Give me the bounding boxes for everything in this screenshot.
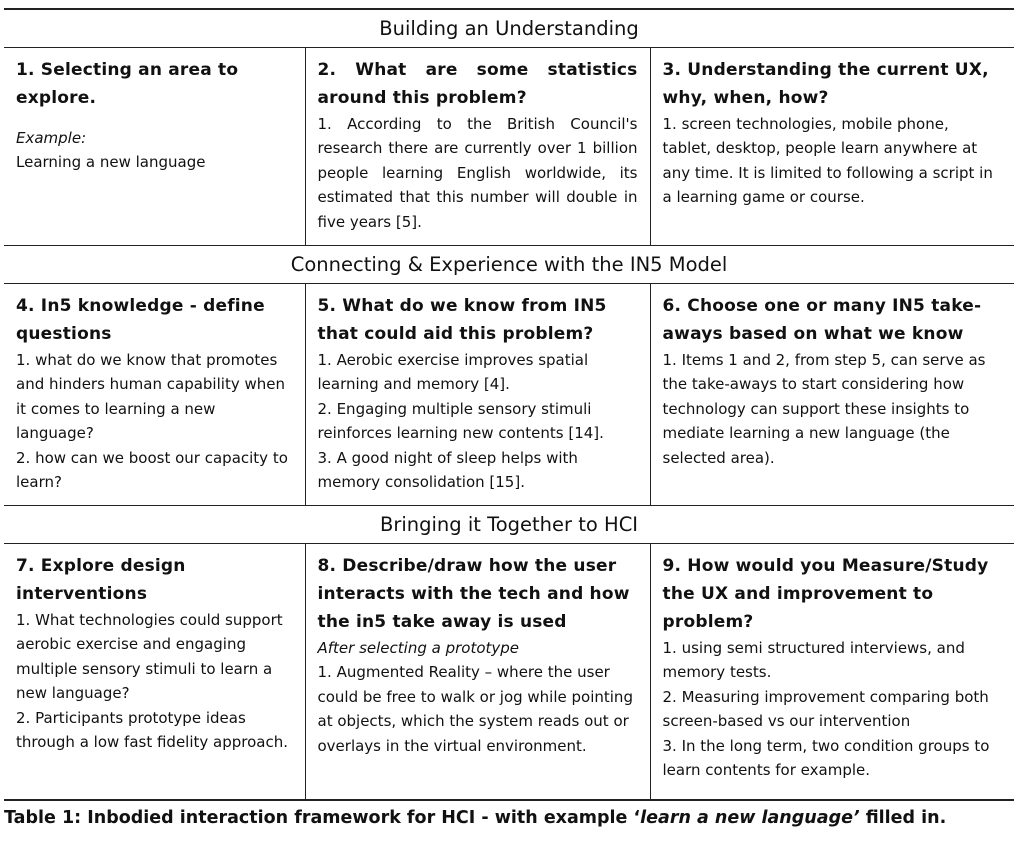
- caption-prefix: Table 1: Inbodied interaction framework for HCI - with example ‘: [4, 808, 641, 828]
- section-title: Building an Understanding: [4, 9, 1014, 48]
- step-item: 1. What technologies could support aerobic exercise and engaging multiple sensory stimuli to learn a new language?: [16, 611, 283, 703]
- step-item: 1. Augmented Reality – where the user could be free to walk or jog while pointing at objects, which the system reads out or overlays in the virtual environment.: [317, 663, 633, 755]
- step-heading: 3. Understanding the current UX, why, when, how?: [662, 60, 989, 108]
- step-item: 1. Items 1 and 2, from step 5, can serve as the take-aways to start considering how technology can support these insights to mediate learning a new language (the selected area).: [662, 351, 986, 467]
- step-cell: [650, 284, 1014, 506]
- section-title: Bringing it Together to HCI: [4, 506, 1014, 544]
- step-item: 1. Aerobic exercise improves spatial learning and memory [4].: [317, 351, 589, 394]
- step-cell: [650, 544, 1014, 800]
- step-heading: 5. What do we know from IN5 that could aid this problem?: [317, 296, 607, 344]
- caption-suffix: filled in.: [859, 808, 947, 828]
- step-item: 1. using semi structured interviews, and memory tests.: [662, 639, 965, 682]
- step-cell: [4, 48, 305, 246]
- section-body-row: [4, 48, 1014, 246]
- step-item: 1. screen technologies, mobile phone, tablet, desktop, people learn anywhere at any time. It is limited to following a script in a learning game or course.: [662, 115, 993, 207]
- example-label: Example:: [16, 129, 87, 147]
- step-item: 3. A good night of sleep helps with memory consolidation [15].: [317, 448, 578, 492]
- step-item: 2. Engaging multiple sensory stimuli reinforces learning new contents [14].: [317, 399, 604, 443]
- caption-emphasis: learn a new language’: [640, 808, 860, 828]
- step-cell: [4, 544, 305, 800]
- step-subtitle: After selecting a prototype: [317, 639, 520, 657]
- step-item: 2. how can we boost our capacity to learn?: [16, 448, 288, 492]
- step-cell: [650, 48, 1014, 246]
- section-header-row: [4, 506, 1014, 544]
- step-heading: 6. Choose one or many IN5 take-aways based on what we know: [662, 296, 982, 344]
- step-heading: 8. Describe/draw how the user interacts with the tech and how the in5 take away is used: [317, 556, 630, 632]
- section-title: Connecting & Experience with the IN5 Model: [4, 246, 1014, 284]
- step-item: 2. Participants prototype ideas through a low fast fidelity approach.: [16, 708, 289, 752]
- section-header-row: [4, 9, 1014, 48]
- step-item: 2. Measuring improvement comparing both screen-based vs our intervention: [662, 687, 989, 731]
- step-item: 1. According to the British Council's research there are currently over 1 billion people learning English worldwide, its estimated that this number will double in five years [5].: [317, 115, 638, 231]
- step-heading: 4. In5 knowledge - define questions: [16, 296, 265, 344]
- step-heading: 1. Selecting an area to explore.: [16, 60, 239, 108]
- section-body-row: [4, 284, 1014, 506]
- step-cell: [4, 284, 305, 506]
- step-cell: [305, 284, 650, 506]
- table-caption: [4, 808, 1014, 828]
- step-heading: 2. What are some statistics around this problem?: [317, 60, 638, 108]
- step-cell: [305, 544, 650, 800]
- step-heading: 9. How would you Measure/Study the UX and improvement to problem?: [662, 556, 989, 632]
- section-body-row: [4, 544, 1014, 800]
- example-text: Learning a new language: [16, 153, 206, 172]
- section-header-row: [4, 246, 1014, 284]
- step-heading: 7. Explore design interventions: [16, 556, 186, 604]
- step-cell: [305, 48, 650, 246]
- step-item: 3. In the long term, two condition groups to learn contents for example.: [662, 736, 990, 780]
- document: [4, 8, 1014, 801]
- step-item: 1. what do we know that promotes and hinders human capability when it comes to learning a new language?: [16, 351, 285, 443]
- framework-table: [4, 8, 1014, 801]
